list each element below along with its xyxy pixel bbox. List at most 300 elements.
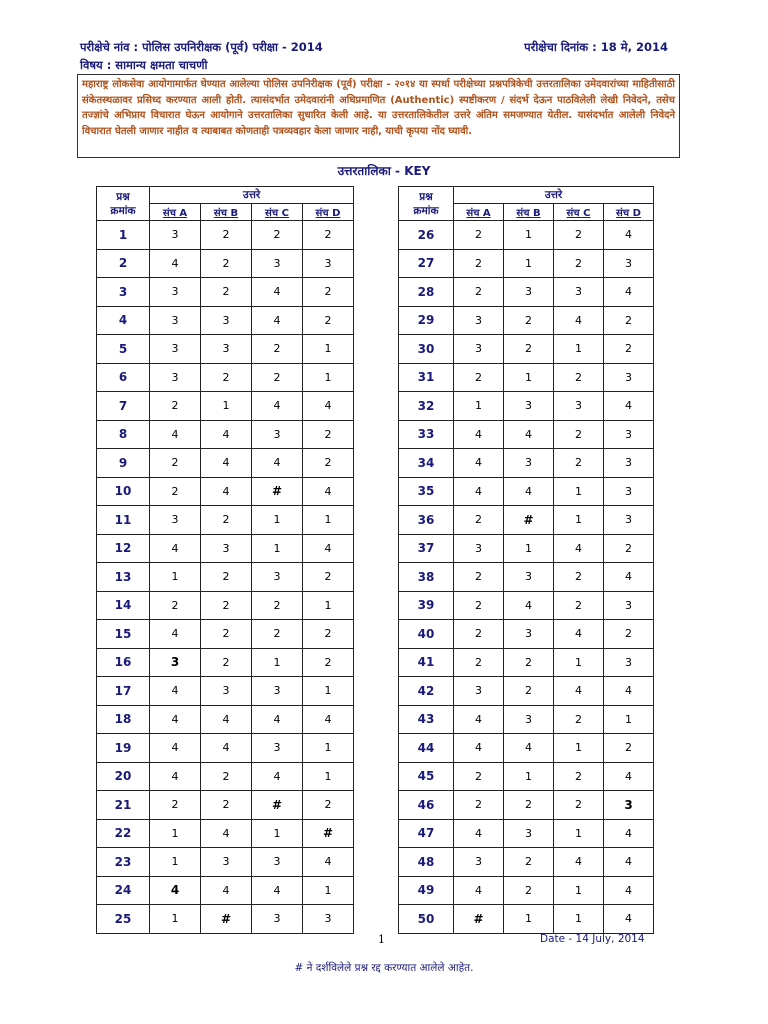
answer-set-b: 3 bbox=[201, 677, 252, 706]
question-number: 8 bbox=[97, 420, 150, 449]
answer-set-a: 4 bbox=[150, 876, 201, 905]
answer-set-d: 3 bbox=[604, 791, 654, 820]
question-number: 37 bbox=[399, 534, 454, 563]
answer-set-c: 1 bbox=[252, 648, 303, 677]
answer-set-c: 1 bbox=[554, 819, 604, 848]
answer-set-d: 3 bbox=[604, 648, 654, 677]
answer-set-a: 3 bbox=[150, 335, 201, 364]
answer-set-c: # bbox=[252, 791, 303, 820]
answer-set-d: 2 bbox=[604, 620, 654, 649]
answer-set-a: 4 bbox=[150, 762, 201, 791]
answer-set-c: 4 bbox=[252, 762, 303, 791]
answer-set-b: 4 bbox=[201, 420, 252, 449]
table-row bbox=[97, 620, 354, 649]
answer-set-b: 2 bbox=[201, 249, 252, 278]
table-row bbox=[97, 563, 354, 592]
answer-set-d: 2 bbox=[303, 420, 354, 449]
answer-set-c: 4 bbox=[252, 449, 303, 478]
answer-set-d: 2 bbox=[303, 278, 354, 307]
answer-set-b: 3 bbox=[504, 278, 554, 307]
answer-set-b: 3 bbox=[201, 534, 252, 563]
answer-set-d: 2 bbox=[604, 734, 654, 763]
question-number: 39 bbox=[399, 591, 454, 620]
answer-set-d: 4 bbox=[604, 876, 654, 905]
table-row bbox=[97, 249, 354, 278]
answer-set-a: 3 bbox=[454, 335, 504, 364]
table-row bbox=[399, 734, 654, 763]
answer-set-d: 1 bbox=[303, 876, 354, 905]
answer-set-c: 2 bbox=[554, 591, 604, 620]
answer-set-d: 3 bbox=[604, 249, 654, 278]
answer-set-b: 2 bbox=[201, 620, 252, 649]
question-number: 40 bbox=[399, 620, 454, 649]
answer-set-a: 4 bbox=[150, 620, 201, 649]
table-row bbox=[399, 563, 654, 592]
question-number: 50 bbox=[399, 905, 454, 934]
answer-set-d: 4 bbox=[303, 477, 354, 506]
table-row bbox=[399, 620, 654, 649]
answer-set-b: 3 bbox=[504, 819, 554, 848]
table-row bbox=[97, 534, 354, 563]
set-c-header: संच C bbox=[554, 204, 604, 221]
question-number: 10 bbox=[97, 477, 150, 506]
question-number: 47 bbox=[399, 819, 454, 848]
answer-set-c: 4 bbox=[554, 306, 604, 335]
answer-set-d: 3 bbox=[303, 249, 354, 278]
answer-set-c: 2 bbox=[554, 221, 604, 250]
table-row bbox=[97, 819, 354, 848]
answer-set-b: 2 bbox=[504, 791, 554, 820]
question-number: 11 bbox=[97, 506, 150, 535]
answer-set-a: 4 bbox=[454, 876, 504, 905]
table-row bbox=[399, 648, 654, 677]
answer-set-b: 3 bbox=[504, 705, 554, 734]
answer-set-c: 3 bbox=[554, 392, 604, 421]
question-number: 42 bbox=[399, 677, 454, 706]
answer-set-a: 2 bbox=[150, 791, 201, 820]
question-number: 4 bbox=[97, 306, 150, 335]
table-row bbox=[399, 477, 654, 506]
answer-set-a: 1 bbox=[454, 392, 504, 421]
answer-set-c: 3 bbox=[554, 278, 604, 307]
answer-set-d: 1 bbox=[303, 335, 354, 364]
answer-set-c: 1 bbox=[554, 876, 604, 905]
answer-set-a: 2 bbox=[454, 791, 504, 820]
exam-name: परीक्षेचे नांव : पोलिस उपनिरीक्षक (पूर्व) परीक्षा - 2014 bbox=[80, 40, 323, 54]
answer-set-c: 1 bbox=[252, 506, 303, 535]
answer-set-c: 2 bbox=[554, 249, 604, 278]
table-row bbox=[399, 392, 654, 421]
answer-set-a: 4 bbox=[150, 677, 201, 706]
answer-set-a: 2 bbox=[150, 392, 201, 421]
answer-set-d: 1 bbox=[303, 762, 354, 791]
answer-set-a: 4 bbox=[150, 420, 201, 449]
answer-set-b: 2 bbox=[504, 306, 554, 335]
table-row bbox=[399, 848, 654, 877]
answer-set-a: 3 bbox=[150, 278, 201, 307]
answer-set-c: 4 bbox=[554, 620, 604, 649]
answer-set-a: 4 bbox=[454, 705, 504, 734]
answer-set-a: 2 bbox=[150, 449, 201, 478]
question-number: 9 bbox=[97, 449, 150, 478]
table-row bbox=[97, 591, 354, 620]
answer-set-a: 3 bbox=[150, 221, 201, 250]
answer-set-a: 1 bbox=[150, 848, 201, 877]
answer-set-b: 4 bbox=[201, 477, 252, 506]
answer-set-a: 3 bbox=[454, 534, 504, 563]
answer-set-c: 2 bbox=[554, 420, 604, 449]
question-number: 36 bbox=[399, 506, 454, 535]
answer-set-c: 2 bbox=[554, 449, 604, 478]
answer-set-d: 4 bbox=[604, 563, 654, 592]
answer-set-d: 1 bbox=[303, 677, 354, 706]
answer-set-d: 2 bbox=[303, 221, 354, 250]
answer-set-c: 4 bbox=[252, 306, 303, 335]
question-number: 30 bbox=[399, 335, 454, 364]
answers-header: उत्तरे bbox=[454, 187, 654, 204]
answer-set-a: 4 bbox=[150, 734, 201, 763]
answer-set-b: 2 bbox=[201, 506, 252, 535]
answer-set-c: 4 bbox=[554, 677, 604, 706]
table-row bbox=[399, 762, 654, 791]
answer-set-d: 4 bbox=[303, 848, 354, 877]
answer-set-c: 2 bbox=[554, 363, 604, 392]
table-row bbox=[97, 876, 354, 905]
answer-set-d: 2 bbox=[303, 648, 354, 677]
answer-set-d: 4 bbox=[604, 819, 654, 848]
answer-set-d: 4 bbox=[604, 677, 654, 706]
notice-box: महाराष्ट्र लोकसेवा आयोगामार्फत घेण्यात आलेल्या पोलिस उपनिरीक्षक (पूर्व) परीक्षा - २०१४ या स्पर्धा परीक्षेच्या प्रश्नपत्रिकेची उत्तरतालिका उमेदवारांच्या माहितीसाठी संकेतस्थळावर प्रसिध्द करण्यात आली होती. त्यासंदर्भात उमेदवारांनी अधिप्रमाणित (Authentic) स्पष्टीकरण / संदर्भ देऊन पाठविलेली लेखी निवेदने, तसेच तज्ज्ञांचे अभिप्राय विचारात घेऊन आयोगाने उत्तरतालिका सुधारित केली आहे. या उत्तरतालिकेतील उत्तरे अंतिम समजण्यात येतील. यासंदर्भात आलेली निवेदने विचारात घेतली जाणार नाहीत व त्याबाबत कोणताही पत्रव्यवहार केला जाणार नाही, याची कृपया नोंद घ्यावी. bbox=[77, 74, 680, 158]
question-number: 28 bbox=[399, 278, 454, 307]
answer-set-d: 2 bbox=[604, 534, 654, 563]
question-number: 44 bbox=[399, 734, 454, 763]
question-number: 19 bbox=[97, 734, 150, 763]
answer-set-b: 3 bbox=[201, 335, 252, 364]
table-row bbox=[97, 363, 354, 392]
question-number: 26 bbox=[399, 221, 454, 250]
question-number: 12 bbox=[97, 534, 150, 563]
answer-set-c: 2 bbox=[252, 591, 303, 620]
answer-set-d: 3 bbox=[604, 506, 654, 535]
answer-set-a: 4 bbox=[150, 705, 201, 734]
table-row bbox=[399, 506, 654, 535]
answer-set-a: 2 bbox=[454, 563, 504, 592]
answer-set-a: 3 bbox=[150, 506, 201, 535]
set-d-header: संच D bbox=[604, 204, 654, 221]
answer-set-c: 2 bbox=[554, 762, 604, 791]
set-c-header: संच C bbox=[252, 204, 303, 221]
answer-set-c: 1 bbox=[252, 819, 303, 848]
answer-set-d: 2 bbox=[303, 791, 354, 820]
answer-set-c: 4 bbox=[554, 534, 604, 563]
answer-set-d: 4 bbox=[604, 392, 654, 421]
answer-set-b: 4 bbox=[201, 876, 252, 905]
question-number: 46 bbox=[399, 791, 454, 820]
answer-set-c: # bbox=[252, 477, 303, 506]
answer-set-b: 2 bbox=[201, 648, 252, 677]
question-number: 5 bbox=[97, 335, 150, 364]
set-a-header: संच A bbox=[150, 204, 201, 221]
question-number: 24 bbox=[97, 876, 150, 905]
table-row bbox=[97, 306, 354, 335]
question-number: 13 bbox=[97, 563, 150, 592]
answer-set-a: 3 bbox=[150, 363, 201, 392]
question-number: 25 bbox=[97, 905, 150, 934]
answer-set-c: 2 bbox=[252, 221, 303, 250]
answer-set-c: 1 bbox=[554, 734, 604, 763]
question-number: 27 bbox=[399, 249, 454, 278]
answer-set-d: 4 bbox=[604, 278, 654, 307]
answer-set-d: 1 bbox=[303, 734, 354, 763]
key-title: उत्तरतालिका - KEY bbox=[337, 164, 431, 178]
answer-set-d: 3 bbox=[604, 363, 654, 392]
table-row bbox=[399, 534, 654, 563]
table-row bbox=[97, 648, 354, 677]
question-number: 3 bbox=[97, 278, 150, 307]
question-number: 31 bbox=[399, 363, 454, 392]
question-number-header: प्रश्न क्रमांक bbox=[97, 187, 150, 221]
answer-set-d: 3 bbox=[604, 449, 654, 478]
table-row bbox=[97, 848, 354, 877]
answer-set-c: 1 bbox=[554, 648, 604, 677]
answer-set-d: 2 bbox=[303, 620, 354, 649]
table-row bbox=[97, 335, 354, 364]
table-row bbox=[97, 734, 354, 763]
answer-set-b: 4 bbox=[504, 477, 554, 506]
page-number: 1 bbox=[378, 933, 385, 946]
question-number: 21 bbox=[97, 791, 150, 820]
answer-set-d: 3 bbox=[604, 591, 654, 620]
answer-set-a: 2 bbox=[454, 221, 504, 250]
subject-title: विषय : सामान्य क्षमता चाचणी bbox=[80, 58, 208, 72]
answer-set-d: 3 bbox=[604, 420, 654, 449]
answer-set-c: 2 bbox=[252, 363, 303, 392]
table-row bbox=[399, 705, 654, 734]
cancelled-questions-note: # ने दर्शविलेले प्रश्न रद्द करण्यात आलेले आहेत. bbox=[294, 962, 474, 974]
set-b-header: संच B bbox=[504, 204, 554, 221]
answer-set-b: 4 bbox=[201, 734, 252, 763]
question-number-header: प्रश्न क्रमांक bbox=[399, 187, 454, 221]
answer-set-c: 3 bbox=[252, 734, 303, 763]
answer-set-c: 4 bbox=[252, 876, 303, 905]
answer-set-c: 4 bbox=[252, 278, 303, 307]
answer-set-c: 3 bbox=[252, 563, 303, 592]
answer-set-c: 3 bbox=[252, 677, 303, 706]
question-number: 48 bbox=[399, 848, 454, 877]
answer-set-d: 4 bbox=[303, 534, 354, 563]
answer-set-d: 4 bbox=[604, 848, 654, 877]
exam-date: परीक्षेचा दिनांक : 18 मे, 2014 bbox=[524, 40, 668, 54]
question-number: 23 bbox=[97, 848, 150, 877]
answer-set-b: 1 bbox=[504, 363, 554, 392]
table-row bbox=[97, 420, 354, 449]
answer-set-a: 4 bbox=[454, 420, 504, 449]
answer-set-a: 4 bbox=[454, 449, 504, 478]
answer-set-d: 4 bbox=[303, 705, 354, 734]
answer-set-a: 3 bbox=[150, 306, 201, 335]
table-row bbox=[399, 677, 654, 706]
answer-set-b: 3 bbox=[201, 848, 252, 877]
question-number: 20 bbox=[97, 762, 150, 791]
answer-set-c: 3 bbox=[252, 249, 303, 278]
answer-key-table-left bbox=[96, 186, 354, 934]
answer-set-d: 4 bbox=[303, 392, 354, 421]
answers-header: उत्तरे bbox=[150, 187, 354, 204]
answer-set-d: 4 bbox=[604, 221, 654, 250]
answer-set-b: 2 bbox=[201, 363, 252, 392]
question-number: 17 bbox=[97, 677, 150, 706]
answer-set-b: # bbox=[504, 506, 554, 535]
question-number: 35 bbox=[399, 477, 454, 506]
answer-set-c: 1 bbox=[554, 477, 604, 506]
table-row bbox=[97, 506, 354, 535]
question-number: 6 bbox=[97, 363, 150, 392]
answer-set-c: 1 bbox=[554, 905, 604, 934]
question-number: 7 bbox=[97, 392, 150, 421]
answer-set-d: 2 bbox=[303, 306, 354, 335]
answer-set-a: 2 bbox=[454, 620, 504, 649]
answer-set-a: 1 bbox=[150, 563, 201, 592]
answer-set-a: 2 bbox=[454, 278, 504, 307]
set-b-header: संच B bbox=[201, 204, 252, 221]
answer-set-d: 2 bbox=[604, 306, 654, 335]
answer-set-a: 4 bbox=[150, 534, 201, 563]
answer-set-a: 3 bbox=[454, 306, 504, 335]
answer-set-b: 4 bbox=[504, 591, 554, 620]
answer-set-b: 3 bbox=[504, 392, 554, 421]
answer-set-b: 4 bbox=[201, 819, 252, 848]
table-row bbox=[399, 249, 654, 278]
answer-rows-left bbox=[97, 221, 354, 934]
table-row bbox=[399, 306, 654, 335]
answer-set-b: 4 bbox=[201, 449, 252, 478]
answer-set-a: 2 bbox=[454, 506, 504, 535]
table-row bbox=[399, 363, 654, 392]
answer-set-d: 4 bbox=[604, 762, 654, 791]
answer-set-a: 1 bbox=[150, 819, 201, 848]
answer-set-b: 2 bbox=[504, 848, 554, 877]
question-number: 33 bbox=[399, 420, 454, 449]
question-number: 14 bbox=[97, 591, 150, 620]
table-row bbox=[399, 876, 654, 905]
answer-set-d: 1 bbox=[604, 705, 654, 734]
table-row bbox=[97, 791, 354, 820]
answer-set-a: 2 bbox=[150, 477, 201, 506]
answer-set-a: 4 bbox=[454, 819, 504, 848]
table-row bbox=[399, 905, 654, 934]
answer-set-b: 2 bbox=[201, 791, 252, 820]
answer-set-c: 2 bbox=[252, 335, 303, 364]
question-number: 16 bbox=[97, 648, 150, 677]
answer-set-b: 1 bbox=[504, 249, 554, 278]
table-row bbox=[97, 905, 354, 934]
question-number: 29 bbox=[399, 306, 454, 335]
answer-set-d: 1 bbox=[303, 363, 354, 392]
answer-set-d: 2 bbox=[303, 449, 354, 478]
question-number: 34 bbox=[399, 449, 454, 478]
answer-set-a: 1 bbox=[150, 905, 201, 934]
answer-set-a: 2 bbox=[454, 363, 504, 392]
answer-set-a: 2 bbox=[454, 249, 504, 278]
answer-set-c: 4 bbox=[252, 392, 303, 421]
table-row bbox=[97, 221, 354, 250]
answer-set-a: 4 bbox=[454, 477, 504, 506]
table-row bbox=[97, 278, 354, 307]
answer-set-a: 2 bbox=[454, 648, 504, 677]
answer-set-d: 1 bbox=[303, 506, 354, 535]
answer-set-b: 2 bbox=[201, 563, 252, 592]
answer-set-b: 1 bbox=[504, 762, 554, 791]
answer-set-d: 4 bbox=[604, 905, 654, 934]
answer-set-d: 3 bbox=[604, 477, 654, 506]
answer-set-c: 3 bbox=[252, 848, 303, 877]
question-number: 1 bbox=[97, 221, 150, 250]
answer-set-b: 2 bbox=[201, 221, 252, 250]
answer-set-c: 4 bbox=[554, 848, 604, 877]
table-row bbox=[399, 791, 654, 820]
question-number: 43 bbox=[399, 705, 454, 734]
question-number: 18 bbox=[97, 705, 150, 734]
answer-set-b: 3 bbox=[504, 620, 554, 649]
question-number: 45 bbox=[399, 762, 454, 791]
answer-set-c: 1 bbox=[554, 506, 604, 535]
answer-set-b: 2 bbox=[201, 762, 252, 791]
answer-set-c: 2 bbox=[554, 563, 604, 592]
answer-set-c: 1 bbox=[554, 335, 604, 364]
table-row bbox=[399, 420, 654, 449]
answer-set-a: 3 bbox=[150, 648, 201, 677]
answer-set-b: 1 bbox=[504, 534, 554, 563]
answer-set-b: 4 bbox=[504, 420, 554, 449]
table-row bbox=[399, 449, 654, 478]
answer-set-b: # bbox=[201, 905, 252, 934]
answer-set-d: 3 bbox=[303, 905, 354, 934]
answer-set-a: # bbox=[454, 905, 504, 934]
table-row bbox=[97, 392, 354, 421]
question-number: 32 bbox=[399, 392, 454, 421]
answer-set-b: 1 bbox=[504, 905, 554, 934]
answer-set-a: 3 bbox=[454, 677, 504, 706]
question-number: 15 bbox=[97, 620, 150, 649]
answer-set-b: 3 bbox=[504, 449, 554, 478]
answer-set-b: 3 bbox=[504, 563, 554, 592]
answer-set-a: 2 bbox=[150, 591, 201, 620]
question-number: 2 bbox=[97, 249, 150, 278]
table-row bbox=[399, 819, 654, 848]
answer-set-a: 3 bbox=[454, 848, 504, 877]
answer-set-c: 2 bbox=[554, 705, 604, 734]
answer-set-b: 2 bbox=[201, 278, 252, 307]
answer-set-b: 1 bbox=[504, 221, 554, 250]
answer-set-c: 2 bbox=[554, 791, 604, 820]
answer-set-d: # bbox=[303, 819, 354, 848]
answer-set-d: 2 bbox=[604, 335, 654, 364]
table-row bbox=[399, 335, 654, 364]
answer-set-b: 4 bbox=[201, 705, 252, 734]
table-row bbox=[97, 762, 354, 791]
question-number: 38 bbox=[399, 563, 454, 592]
question-number: 41 bbox=[399, 648, 454, 677]
answer-rows-right bbox=[399, 221, 654, 934]
table-row bbox=[97, 705, 354, 734]
answer-key-table-right bbox=[398, 186, 654, 934]
answer-set-b: 4 bbox=[504, 734, 554, 763]
answer-set-a: 4 bbox=[150, 249, 201, 278]
question-number: 22 bbox=[97, 819, 150, 848]
table-row bbox=[97, 677, 354, 706]
answer-set-b: 3 bbox=[201, 306, 252, 335]
answer-set-b: 2 bbox=[201, 591, 252, 620]
